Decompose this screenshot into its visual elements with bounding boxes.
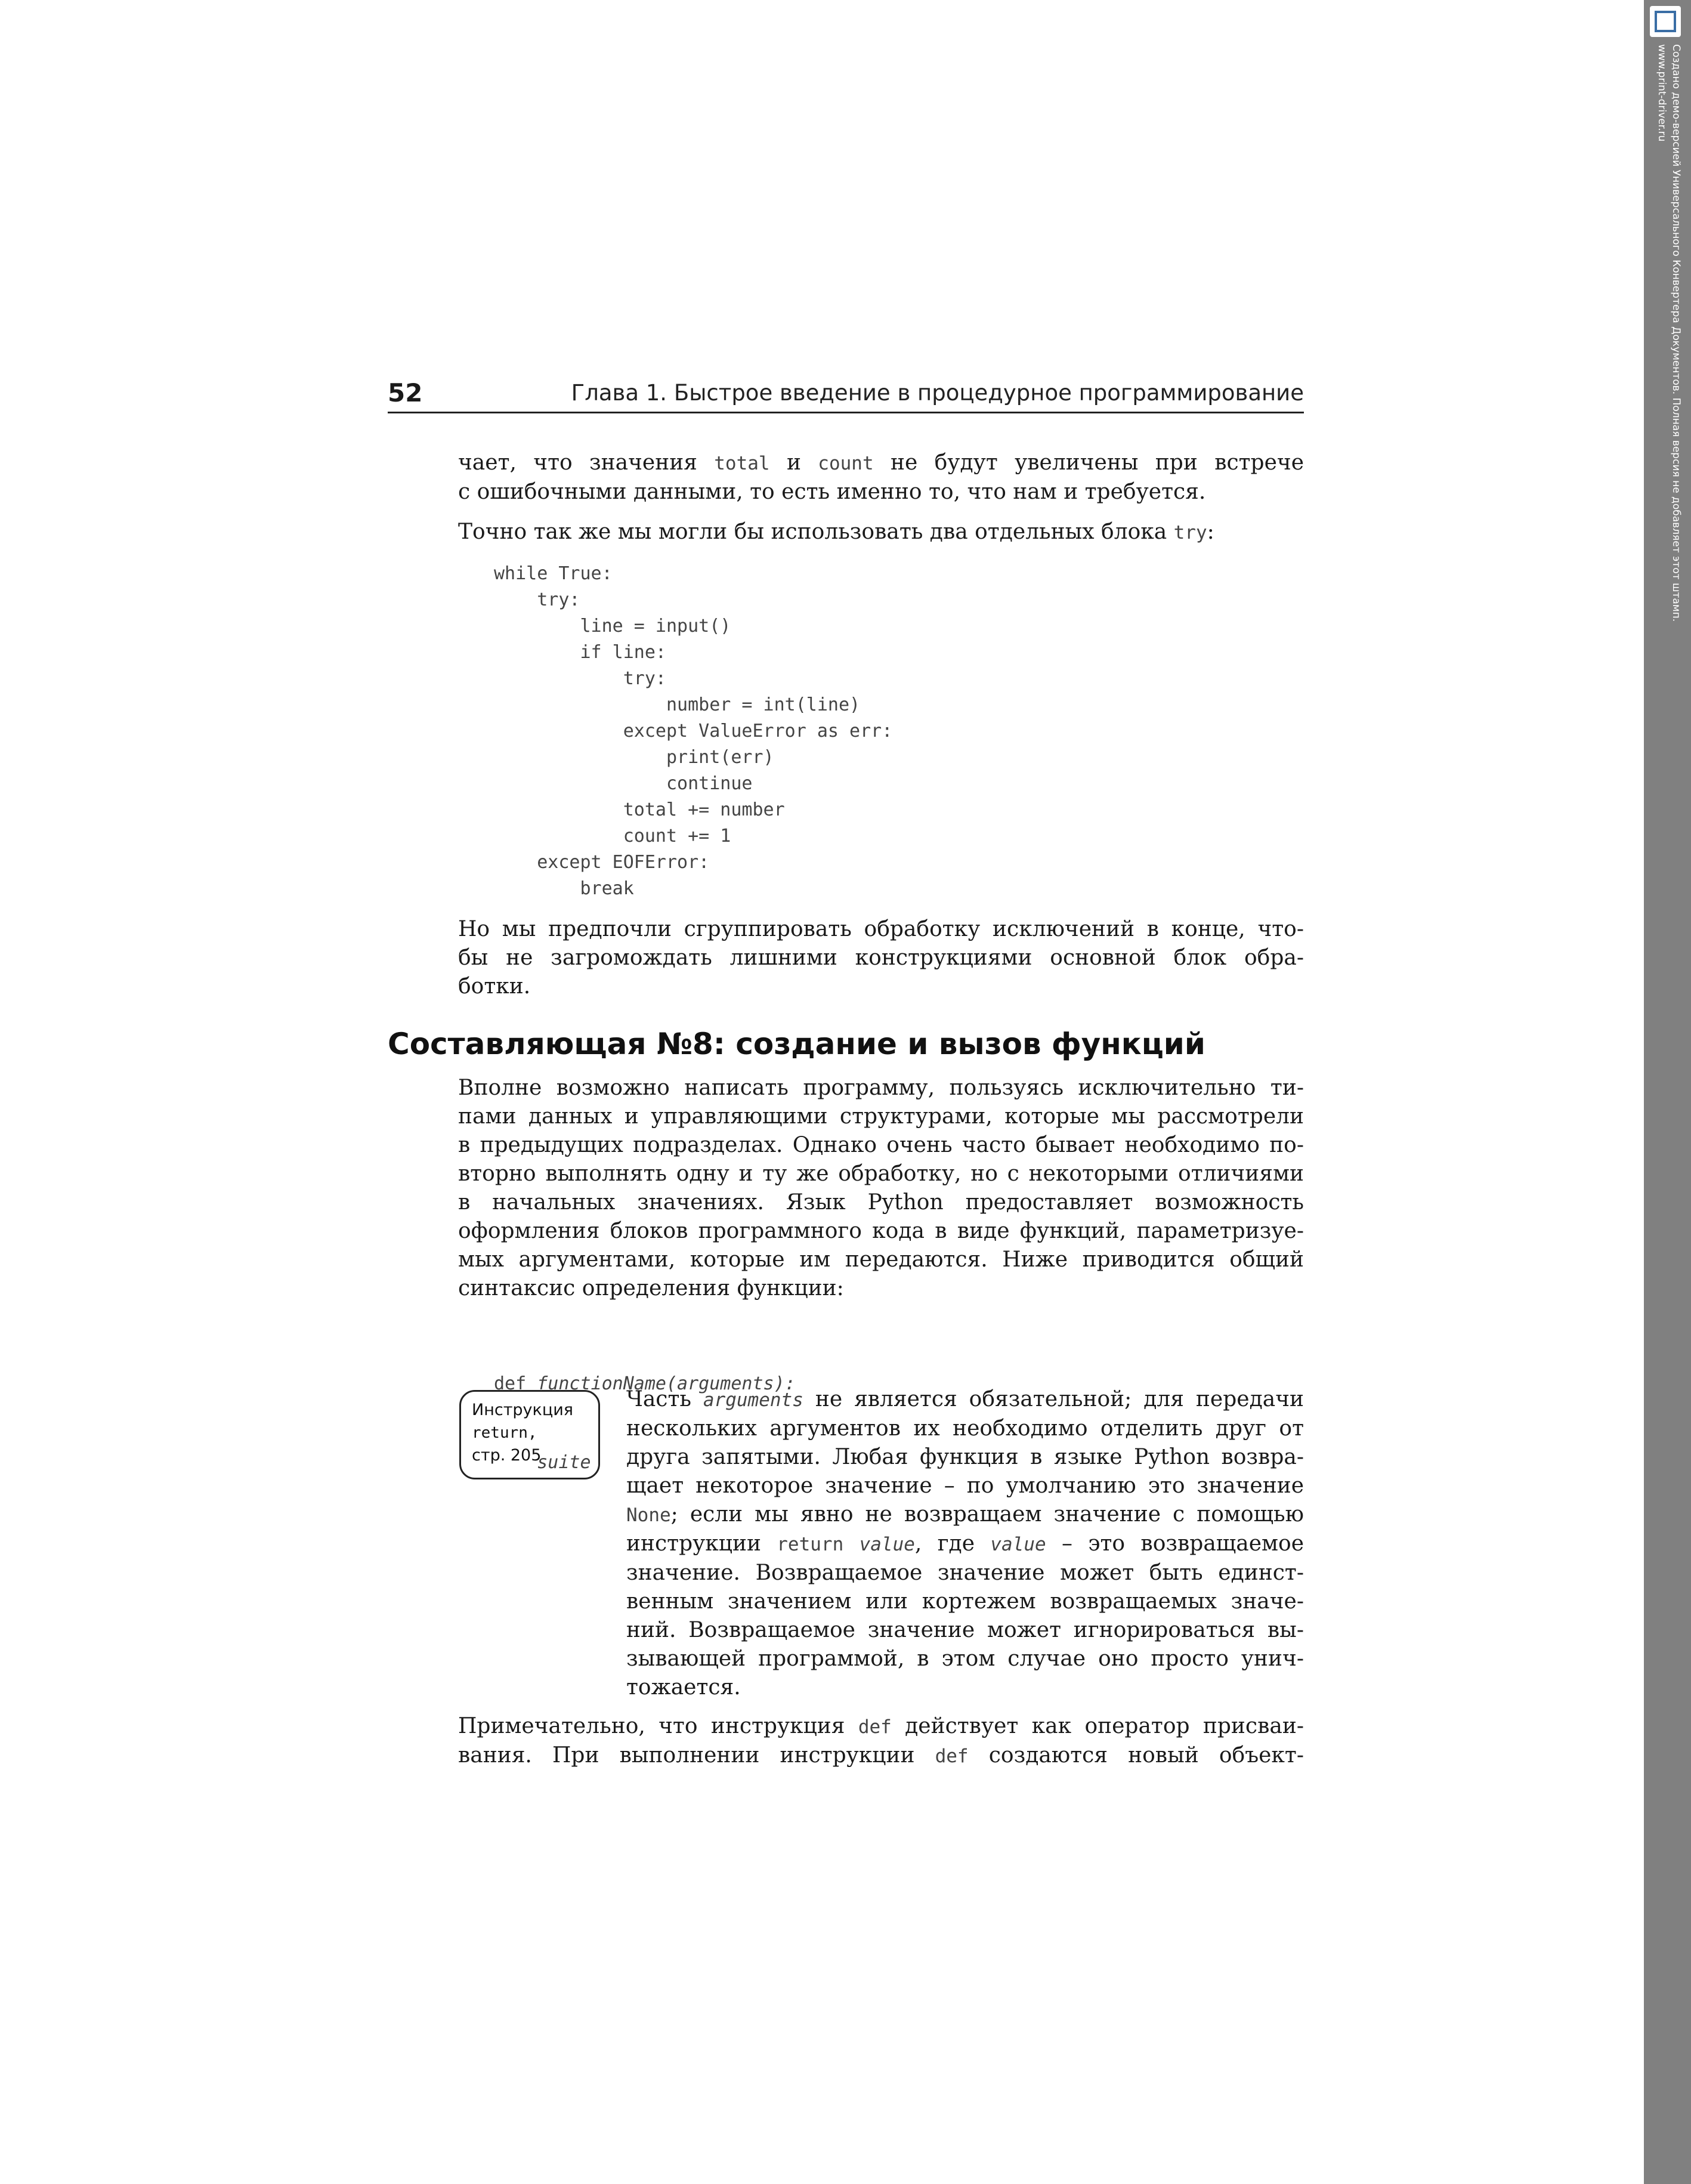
text-line: нескольких аргументов их необходимо отделить друг от (626, 1416, 1304, 1441)
text-line: чает, что значения total и count не будут увеличены при встрече (458, 450, 1304, 475)
text-line: значение. Возвращаемое значение может быть единст- (626, 1561, 1304, 1585)
margin-note-return (459, 1390, 600, 1479)
text-line: синтаксис определения функции: (458, 1276, 844, 1300)
page-header (388, 375, 1304, 413)
text-line: Примечательно, что инструкция def действует как оператор присваи- (458, 1714, 1304, 1738)
code-line: suite (537, 1452, 591, 1473)
text-line: оформления блоков программного кода в виде функций, параметризуе- (458, 1219, 1304, 1243)
paragraph-def-assignment (458, 1712, 1304, 1771)
paragraph-two-try-blocks: Точно так же мы могли бы использовать два отдельных блока try: (458, 520, 1214, 544)
text-line: в предыдущих подразделах. Однако очень часто бывает необходимо по- (458, 1133, 1304, 1157)
converter-logo-icon (1650, 6, 1681, 37)
margin-note-line: стр. 205 (472, 1446, 542, 1465)
text-line: венным значением или кортежем возвращаемых значе- (626, 1589, 1304, 1614)
text-line: инструкции return value, где value – это возвращаемое (626, 1531, 1304, 1556)
text-line: Часть arguments не является обязательной; для передачи (626, 1387, 1304, 1411)
watermark-text (1655, 44, 1683, 622)
text-line: тожается. (626, 1675, 741, 1700)
margin-note-code: return, (472, 1424, 537, 1442)
paragraph-continuation (458, 449, 1304, 506)
text-line: щает некоторое значение – по умолчанию это значение (626, 1473, 1304, 1498)
section-heading: Составляющая №8: создание и вызов функций (388, 1027, 1205, 1061)
text-line: с ошибочными данными, то есть именно то, что нам и требуется. (458, 480, 1206, 504)
text-line: зывающей программой, в этом случае оно просто унич- (626, 1647, 1304, 1671)
text-line: Вполне возможно написать программу, пользуясь исключительно ти- (458, 1076, 1304, 1100)
code-line: def functionName(arguments): (494, 1373, 796, 1394)
watermark-band (1644, 0, 1691, 2184)
code-listing-while-loop: while True: try: line = input() if line: try: number = int(line) except ValueError as err: print(err) continue total += number count += 1 except EOFError: break (494, 563, 893, 899)
text-line: вторно выполнять одну и ту же обработку, но с некоторыми отличиями (458, 1161, 1304, 1186)
text-line: в начальных значениях. Язык Python предоставляет возможность (458, 1190, 1304, 1215)
text-line: ний. Возвращаемое значение может игнорироваться вы- (626, 1618, 1304, 1642)
text-line: ботки. (458, 974, 531, 999)
text-line: друга запятыми. Любая функция в языке Python возвра- (626, 1445, 1304, 1469)
watermark-url: www.print-driver.ru (1656, 44, 1668, 142)
paragraph-arguments-return (626, 1385, 1304, 1702)
text-line: мых аргументами, которые им передаются. Ниже приводится общий (458, 1247, 1304, 1272)
paragraph-functions-intro (458, 1074, 1304, 1303)
running-head: Глава 1. Быстрое введение в процедурное программирование (571, 380, 1304, 406)
text-line: бы не загромождать лишними конструкциями основной блок обра- (458, 946, 1304, 970)
text-line: вания. При выполнении инструкции def создаются новый объект- (458, 1743, 1304, 1768)
page-number: 52 (388, 378, 423, 407)
text-line: None; если мы явно не возвращаем значение с помощью (626, 1502, 1304, 1527)
margin-note-line: Инструкция (472, 1401, 574, 1419)
paragraph-grouping-exceptions (458, 915, 1304, 1001)
text-line: пами данных и управляющими структурами, которые мы рассмотрели (458, 1104, 1304, 1129)
text-line: Но мы предпочли сгруппировать обработку исключений в конце, что- (458, 917, 1304, 941)
watermark-line: Создано демо-версией Универсального Конвертера Документов. Полная версия не добавляет этот штамп. (1670, 44, 1682, 622)
